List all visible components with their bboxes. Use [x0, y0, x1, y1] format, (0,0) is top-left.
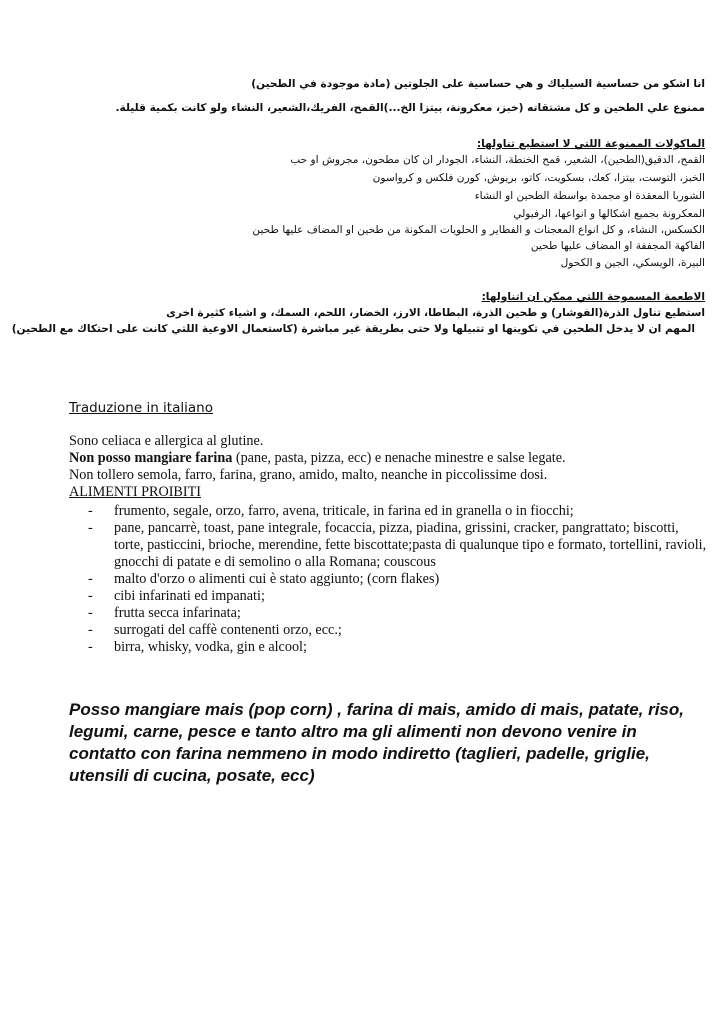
italian-line-2: [69, 450, 566, 467]
bullet-dash: -: [88, 503, 93, 519]
arabic-intro-line-1: انا اشكو من حساسية السيلياك و هي حساسية على الجلوتين (مادة موجودة في الطحين): [251, 78, 705, 90]
list-item-text: frutta secca infarinata;: [114, 605, 241, 621]
arabic-forbidden-item: الكسكس، النشاء، و كل انواع المعجنات و الفطاير و الحلويات المكونة من طحين او المضاف عليها طحين: [252, 224, 705, 236]
arabic-forbidden-heading: الماكولات الممنوعة اللتي لا استطيع تناولها:: [476, 138, 705, 150]
arabic-forbidden-item: المعكرونة بجميع اشكالها و انواعها، الرفيولي: [513, 208, 705, 220]
list-item-text: frumento, segale, orzo, farro, avena, triticale, in farina ed in granella o in fiocchi;: [114, 503, 574, 519]
list-item: [88, 503, 708, 520]
list-item-text: surrogati del caffè contenenti orzo, ecc.;: [114, 622, 342, 638]
italian-line-3: Non tollero semola, farro, farina, grano, amido, malto, neanche in piccolissime dosi.: [69, 467, 548, 483]
arabic-forbidden-item: الشوربا المعقدة او مجمدة بواسطة الطحين او النشاء: [474, 190, 705, 202]
list-item: [88, 571, 708, 588]
bullet-dash: -: [88, 622, 93, 638]
list-item: [88, 622, 708, 639]
list-item-text: cibi infarinati ed impanati;: [114, 588, 265, 604]
list-item-text: birra, whisky, vodka, gin e alcool;: [114, 639, 307, 655]
list-item: [88, 588, 708, 605]
list-item: [88, 605, 708, 622]
bullet-dash: -: [88, 639, 93, 655]
italian-line-2-bold: Non posso mangiare farina: [69, 450, 233, 466]
arabic-allowed-line-2: المهم ان لا يدخل الطحين في تكوينها او تتبيلها ولا حتى بطريقة غير مباشرة (كاستعمال الاوعية اللتي كانت على احتكاك مع الطحين): [11, 323, 695, 335]
bullet-dash: -: [88, 571, 93, 587]
bullet-dash: -: [88, 588, 93, 604]
italian-closing-paragraph: Posso mangiare mais (pop corn) , farina di mais, amido di mais, patate, riso, legumi, carne, pesce e tanto altro ma gli alimenti non devono venire in contatto con farina nemmeno in modo indiretto (taglieri, padelle, griglie, utensili di cucina, posate, ecc): [69, 700, 684, 785]
arabic-forbidden-item: الفاكهة المجففة او المضاف عليها طحين: [530, 240, 705, 252]
arabic-forbidden-item: القمح، الدقيق(الطحين)، الشعير، قمح الخنطة، النشاء، الجودار ان كان مطحون، مجروش او حب: [290, 154, 705, 166]
arabic-forbidden-item: الخبز، التوست، بيتزا، كعك، بسكويت، كاتو، بريوش، كورن فلكس و كرواسون: [372, 172, 705, 184]
arabic-allowed-line-1: استطيع تناول الذرة(الفوشار) و طحين الذرة، البطاطا، الارز، الخضار، اللحم، السمك، و اشياء كثيرة اخرى: [166, 307, 705, 319]
italian-forbidden-list: [88, 503, 708, 656]
arabic-intro-line-2: ممنوع علي الطحين و كل مشتقاته (خبز، معكرونة، بيتزا الخ...)القمح، الفريك،الشعير، النشاء ولو كانت بكمية قليلة.: [115, 102, 705, 114]
list-item: [88, 520, 708, 571]
italian-line-2-rest: (pane, pasta, pizza, ecc) e nenache minestre e salse legate.: [232, 450, 566, 466]
italian-translation-heading: Traduzione in italiano: [69, 400, 213, 416]
list-item-text: pane, pancarrè, toast, pane integrale, focaccia, pizza, piadina, grissini, cracker, pangrattato; biscotti, torte, pasticcini, brioche, merendine, fette biscottate;pasta di qualunque tipo e formato, tortellini, ravioli, gnocchi di patate e di semolino o alla Romana; couscous: [114, 520, 707, 570]
italian-forbidden-heading: ALIMENTI PROIBITI: [69, 484, 202, 500]
list-item-text: malto d'orzo o alimenti cui è stato aggiunto; (corn flakes): [114, 571, 440, 587]
arabic-forbidden-item: البيرة، الويسكي، الجين و الكحول: [560, 257, 705, 269]
bullet-dash: -: [88, 520, 93, 536]
list-item: [88, 639, 708, 656]
arabic-allowed-heading: الاطعمة المسموحة اللتي ممكن ان اتناولها:: [481, 291, 705, 303]
italian-line-1: Sono celiaca e allergica al glutine.: [69, 433, 264, 449]
bullet-dash: -: [88, 605, 93, 621]
